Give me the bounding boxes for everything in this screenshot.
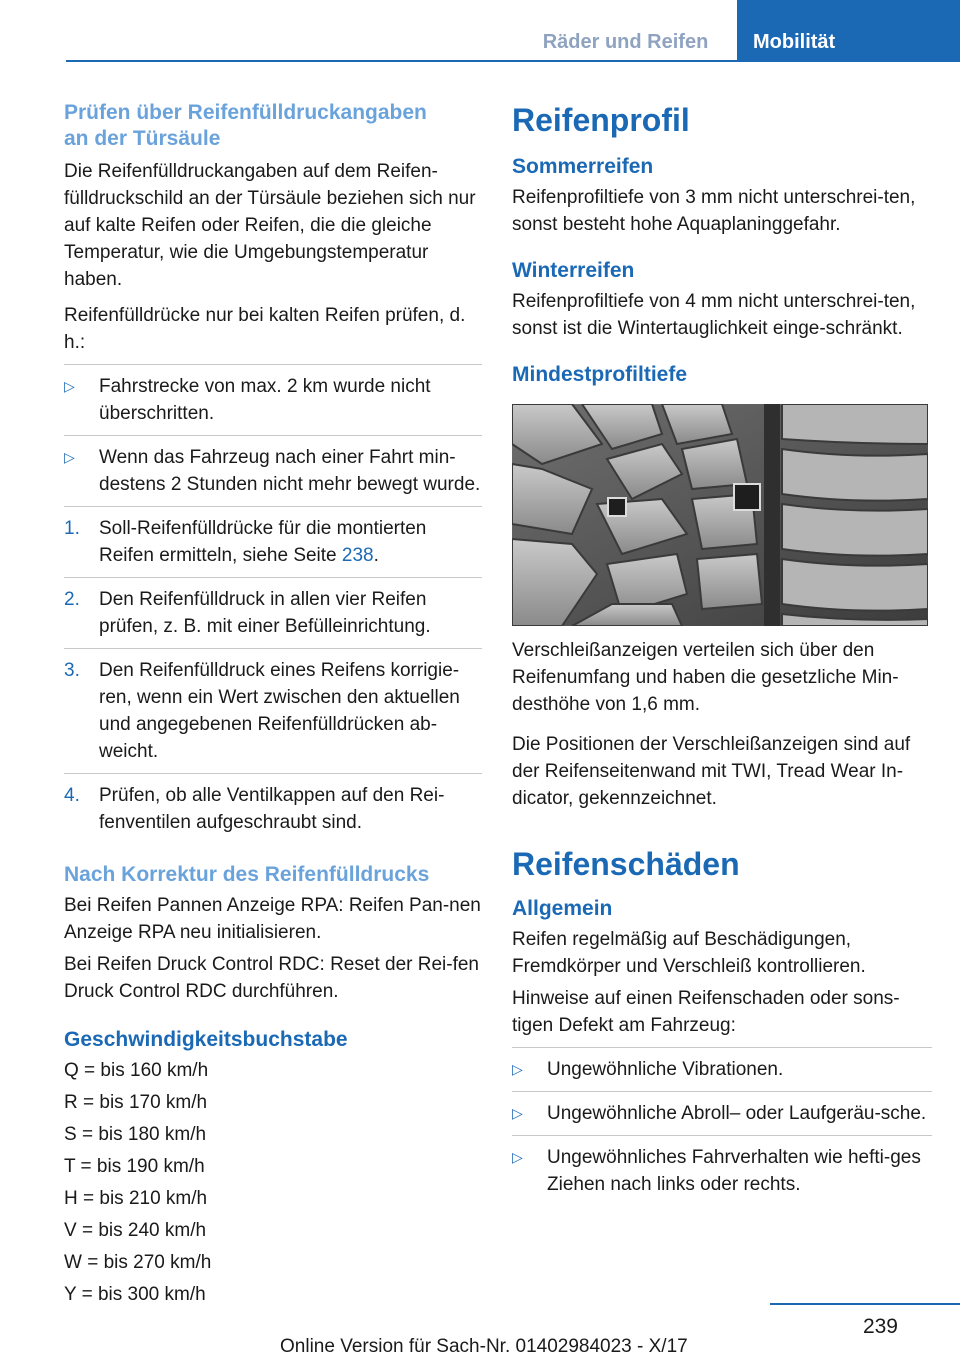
section-title-after-correction: Nach Korrektur des Reifenfülldrucks	[64, 863, 430, 886]
right-column	[512, 100, 932, 1198]
step-item: 3. Den Reifenfülldruck eines Reifens korrigie-ren, wenn ein Wert zwischen den aktuellen und angegebenen Reifenfülldrücken ab-weicht.	[64, 649, 482, 773]
step-number: 1.	[64, 518, 80, 539]
speed-item: W = bis 270 km/h	[64, 1252, 212, 1273]
footer-online-version: Online Version für Sach-Nr. 01402984023 - X/17	[280, 1336, 688, 1357]
chapter-tab[interactable]: Mobilität	[737, 0, 960, 60]
speed-item: Q = bis 160 km/h	[64, 1060, 209, 1081]
wear-indicator-marker	[608, 498, 626, 516]
list-item: ▷ Ungewöhnliche Abroll– oder Laufgeräu-sche.	[512, 1092, 932, 1135]
list-item: ▷ Wenn das Fahrzeug nach einer Fahrt min-destens 2 Stunden nicht mehr bewegt wurde.	[64, 436, 482, 506]
step-number: 4.	[64, 785, 80, 806]
section-title-tire-damage: Reifenschäden	[512, 846, 740, 882]
step-item: 1. Soll-Reifenfülldrücke für die montierten Reifen ermitteln, siehe Seite 238.	[64, 507, 482, 577]
paragraph: Bei Reifen Pannen Anzeige RPA: Reifen Pan-nen Anzeige RPA neu initialisieren.	[64, 895, 481, 943]
triangle-bullet-icon: ▷	[512, 1061, 523, 1077]
page-header	[66, 0, 960, 62]
speed-item: Y = bis 300 km/h	[64, 1284, 206, 1305]
step-item: 4. Prüfen, ob alle Ventilkappen auf den Rei-fenventilen aufgeschraubt sind.	[64, 774, 482, 840]
paragraph: Hinweise auf einen Reifenschaden oder sons-tigen Defekt am Fahrzeug:	[512, 988, 900, 1036]
step-item: 2. Den Reifenfülldruck in allen vier Reifen prüfen, z. B. mit einer Befülleinrichtung.	[64, 578, 482, 648]
section-title-speed-letter: Geschwindigkeitsbuchstabe	[64, 1028, 348, 1051]
paragraph: Reifenprofiltiefe von 4 mm nicht unterschrei-ten, sonst ist die Wintertauglichkeit einge-schränkt.	[512, 291, 916, 339]
speed-item: V = bis 240 km/h	[64, 1220, 207, 1241]
section-title-tread: Reifenprofil	[512, 102, 690, 138]
section-title-tire-pressure-door: Prüfen über Reifenfülldruckangaben an der Türsäule	[64, 101, 427, 150]
speed-list	[64, 1057, 482, 1308]
tire-tread-photo	[512, 404, 928, 626]
subsection-title-general: Allgemein	[512, 897, 613, 920]
paragraph: Verschleißanzeigen verteilen sich über den Reifenumfang und haben die gesetzliche Min-desthöhe von 1,6 mm.	[512, 640, 899, 715]
bullet-list	[64, 364, 482, 840]
page-number: 239	[862, 1315, 898, 1338]
list-item: ▷ Ungewöhnliche Vibrationen.	[512, 1048, 932, 1091]
speed-item: S = bis 180 km/h	[64, 1124, 207, 1145]
bullet-list	[512, 1047, 932, 1198]
paragraph: Reifenfülldrücke nur bei kalten Reifen prüfen, d. h.:	[64, 305, 466, 353]
list-item: ▷ Ungewöhnliches Fahrverhalten wie hefti-ges Ziehen nach links oder rechts.	[512, 1136, 932, 1198]
list-item: ▷ Fahrstrecke von max. 2 km wurde nicht überschritten.	[64, 365, 482, 435]
paragraph: Reifen regelmäßig auf Beschädigungen, Fremdkörper und Verschleiß kontrollieren.	[512, 929, 866, 977]
speed-item: H = bis 210 km/h	[64, 1188, 208, 1209]
footer-rule	[770, 1303, 960, 1305]
wear-indicator-marker	[734, 484, 760, 510]
paragraph: Die Reifenfülldruckangaben auf dem Reifen-fülldruckschild an der Türsäule beziehen sich nur auf kalte Reifen oder Reifen, die die gleiche Temperatur, wie die Umgebungstemperatur haben.	[64, 161, 476, 290]
triangle-bullet-icon: ▷	[512, 1149, 523, 1165]
section-tab[interactable]: Räder und Reifen	[542, 31, 709, 53]
speed-item: T = bis 190 km/h	[64, 1156, 205, 1177]
triangle-bullet-icon: ▷	[512, 1105, 523, 1121]
subsection-title-winter: Winterreifen	[512, 259, 635, 282]
paragraph: Reifenprofiltiefe von 3 mm nicht unterschrei-ten, sonst besteht hohe Aquaplaninggefahr.	[512, 187, 916, 235]
step-number: 2.	[64, 589, 80, 610]
step-number: 3.	[64, 660, 80, 681]
triangle-bullet-icon: ▷	[64, 449, 75, 465]
triangle-bullet-icon: ▷	[64, 378, 75, 394]
paragraph: Bei Reifen Druck Control RDC: Reset der Rei-fen Druck Control RDC durchführen.	[64, 954, 479, 1002]
speed-item: R = bis 170 km/h	[64, 1092, 208, 1113]
paragraph: Die Positionen der Verschleißanzeigen sind auf der Reifenseitenwand mit TWI, Tread Wear In-dicator, gekennzeichnet.	[512, 734, 911, 809]
subsection-title-min-depth: Mindestprofiltiefe	[512, 363, 688, 386]
subsection-title-summer: Sommerreifen	[512, 155, 654, 178]
left-column	[64, 100, 482, 1308]
page-link[interactable]: 238	[341, 545, 374, 566]
